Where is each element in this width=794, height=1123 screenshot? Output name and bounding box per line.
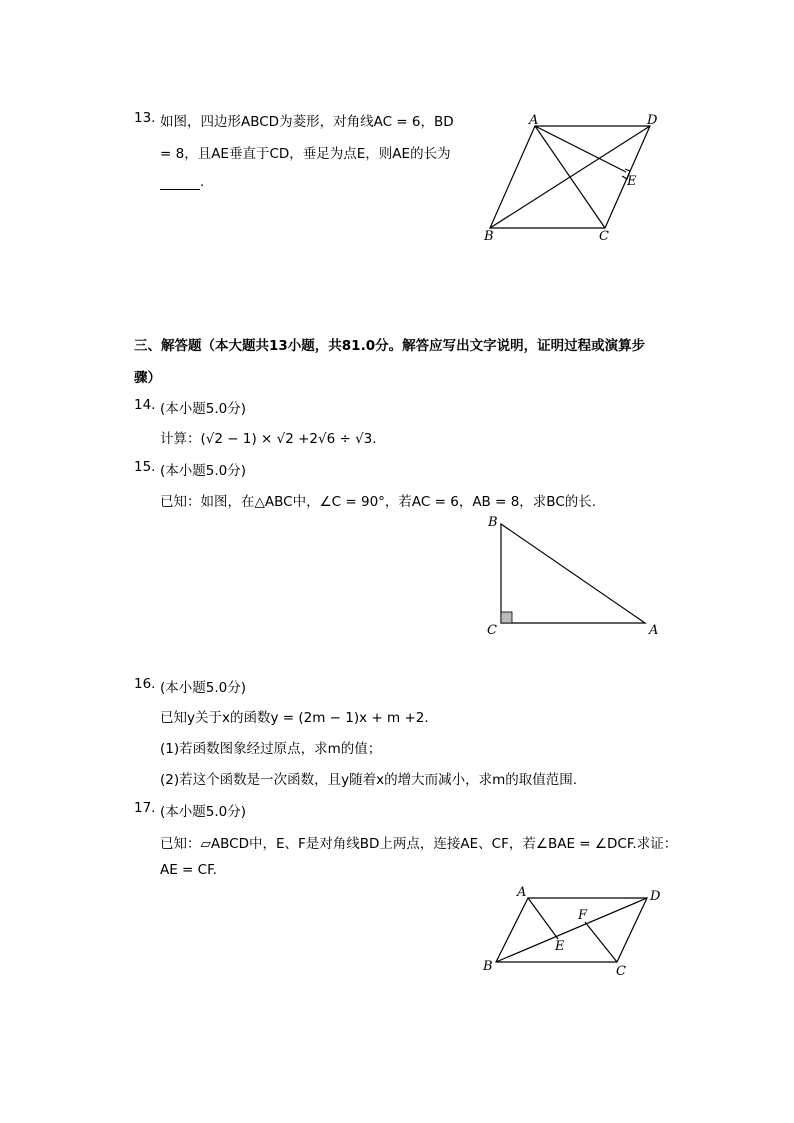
q14-content: 计算：(√2 − 1) × √2 +2√6 ÷ √3. (160, 431, 377, 447)
label-D: D (647, 113, 658, 128)
q17-line2: AE = CF. (160, 862, 217, 878)
diagonal-BD (490, 126, 650, 228)
q15-triangle-figure (480, 510, 670, 640)
label-F: F (578, 908, 588, 923)
q15-number: 15. (134, 459, 156, 475)
q13-rhombus-figure (470, 105, 680, 250)
label-A: A (649, 623, 659, 638)
q15-score: (本小题5.0分) (160, 463, 247, 479)
q15-content: 已知：如图，在△ABC中，∠C = 90°，若AC = 6，AB = 8，求BC的长. (160, 494, 597, 510)
label-B: B (488, 515, 498, 530)
label-A: A (517, 885, 527, 900)
answer-blank[interactable] (160, 175, 200, 190)
q16-score: (本小题5.0分) (160, 680, 247, 696)
label-C: C (616, 964, 626, 979)
segment-AE (535, 126, 626, 172)
q17-line1: 已知：▱ABCD中，E、F是对角线BD上两点，连接AE、CF，若∠BAE = ∠DCF.求证： (160, 836, 678, 852)
q17-number: 17. (134, 800, 156, 816)
q16-line2: (1)若函数图象经过原点，求m的值； (160, 741, 382, 757)
q13-line3-tail: . (200, 174, 205, 190)
label-D: D (650, 889, 661, 904)
q13-line1: 如图，四边形ABCD为菱形，对角线AC = 6，BD (160, 114, 454, 130)
label-E: E (555, 939, 565, 954)
triangle-ABC (501, 524, 645, 623)
label-C: C (487, 623, 497, 638)
label-B: B (483, 959, 493, 974)
q16-line3: (2)若这个函数是一次函数，且y随着x的增大而减小，求m的取值范围. (160, 772, 578, 788)
segment-CF (585, 922, 617, 962)
diagonal-BD (496, 898, 647, 962)
q14-score: (本小题5.0分) (160, 401, 247, 417)
q13-answer-line (160, 174, 204, 190)
right-angle-mark-C (501, 612, 512, 623)
q13-number: 13. (134, 110, 156, 126)
section3-heading-line2: 骤） (134, 370, 161, 386)
q17-score: (本小题5.0分) (160, 804, 247, 820)
q16-line1: 已知y关于x的函数y = (2m − 1)x + m +2. (160, 710, 429, 726)
segment-AE (528, 898, 558, 939)
label-E: E (627, 174, 637, 189)
q14-number: 14. (134, 397, 156, 413)
label-B: B (484, 229, 494, 244)
label-A: A (529, 113, 539, 128)
section3-heading-line1: 三、解答题（本大题共13小题，共81.0分。解答应写出文字说明，证明过程或演算步 (134, 338, 646, 354)
q13-line2: = 8，且AE垂直于CD，垂足为点E，则AE的长为 (160, 146, 451, 162)
q16-number: 16. (134, 676, 156, 692)
label-C: C (599, 229, 609, 244)
q17-parallelogram-figure (475, 880, 675, 980)
